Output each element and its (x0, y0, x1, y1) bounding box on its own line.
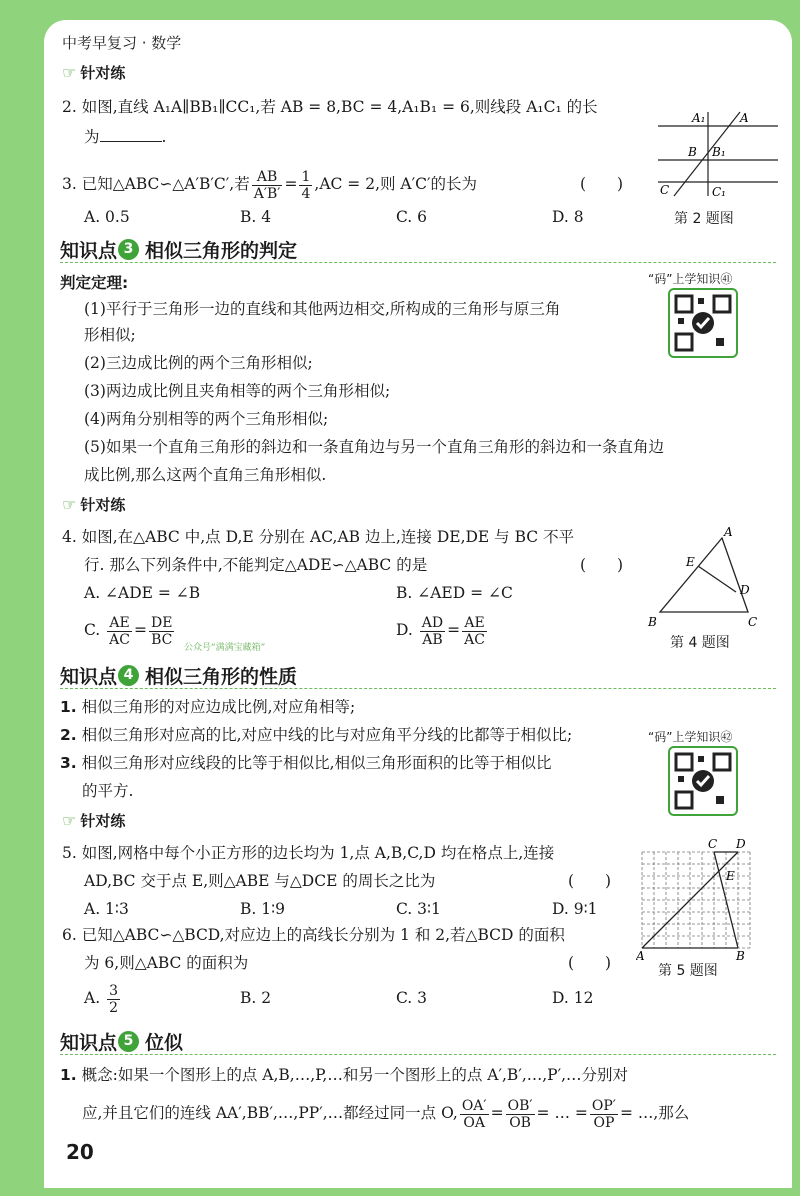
qr-code-icon (670, 748, 736, 814)
concept-line2: 应,并且它们的连线 AA′,BB′,…,PP′,…都经过同一点 O, $\frac{OA'}{OA}$ = $\frac{OB'}{OB}$ = … = $\frac{OP'}{OP}$ = …,那么 (82, 1097, 690, 1131)
theorem-item: (3)两边成比例且夹角相等的两个三角形相似; (84, 382, 391, 400)
question-6-option-d[interactable]: D. 12 (552, 989, 594, 1007)
question-3-option-a[interactable]: A. 0.5 (84, 208, 130, 226)
figure-q2 (652, 104, 782, 204)
label-A1: A₁ (692, 111, 706, 125)
kp-number-badge: 3 (118, 239, 139, 260)
label-C1: C₁ (712, 185, 726, 199)
question-5-option-a[interactable]: A. 1∶3 (84, 900, 129, 918)
property-3-cont: 的平方. (82, 782, 134, 800)
property-2: 2. 相似三角形对应高的比,对应中线的比与对应角平分线的比都等于相似比; (60, 726, 573, 744)
qr-code[interactable] (668, 746, 738, 816)
answer-blank[interactable] (100, 141, 162, 142)
theorem-item: (5)如果一个直角三角形的斜边和一条直角边与另一个直角三角形的斜边和一条直角边 (84, 438, 664, 456)
question-4-option-b[interactable]: B. ∠AED = ∠C (396, 584, 513, 602)
label-B: B (688, 145, 697, 159)
label-C: C (660, 183, 670, 197)
question-3-option-c[interactable]: C. 6 (396, 208, 428, 226)
question-4-line1: 4. 如图,在△ABC 中,点 D,E 分别在 AC,AB 边上,连接 DE,DE 与 BC 不平 (62, 528, 575, 546)
question-4-paren[interactable]: ( ) (580, 556, 624, 574)
divider (60, 262, 776, 263)
question-4-line2: 行. 那么下列条件中,不能判定△ADE∽△ABC 的是 (84, 556, 428, 574)
label-A: A (740, 111, 749, 125)
page-number: 20 (66, 1140, 94, 1164)
question-4-option-a[interactable]: A. ∠ADE = ∠B (84, 584, 201, 602)
question-2-line2: 为 . (84, 128, 167, 146)
qr-code-icon (670, 290, 736, 356)
knowledge-point-3: 知识点 3 相似三角形的判定 (60, 240, 298, 262)
figure-q4-caption: 第 4 题图 (670, 635, 730, 651)
hand-point-icon: ☞ (62, 811, 77, 830)
question-3-option-b[interactable]: B. 4 (240, 208, 272, 226)
figure-q2-caption: 第 2 题图 (674, 211, 734, 227)
svg-text:E: E (686, 555, 695, 569)
qr-code[interactable] (668, 288, 738, 358)
knowledge-point-4: 知识点 4 相似三角形的性质 (60, 666, 298, 688)
question-3: 3. 已知△ABC∽△A′B′C′,若 $\frac{AB}{A'B'}$ = $\frac{1}{4}$ ,AC = 2,则 A′C′的长为 (62, 168, 478, 202)
svg-text:C: C (708, 838, 718, 851)
knowledge-point-5: 知识点 5 位似 (60, 1032, 184, 1054)
question-5-option-b[interactable]: B. 1∶9 (240, 900, 286, 918)
practice-tag-label: 针对练 (80, 496, 126, 514)
practice-tag-label: 针对练 (80, 64, 126, 82)
label-B1: B₁ (712, 145, 726, 159)
practice-tag (62, 494, 125, 515)
qr-label: “码”上学知识㊷ (648, 730, 733, 744)
svg-text:B: B (648, 615, 657, 629)
question-6-paren[interactable]: ( ) (568, 954, 612, 972)
question-5-line2: AD,BC 交于点 E,则△ABE 与△DCE 的周长之比为 (84, 872, 436, 890)
property-3: 3. 相似三角形对应线段的比等于相似比,相似三角形面积的比等于相似比 (60, 754, 552, 772)
practice-tag (62, 810, 125, 831)
question-6-option-a[interactable]: A. $\frac{3}{2}$ (84, 982, 118, 1016)
question-6-option-b[interactable]: B. 2 (240, 989, 272, 1007)
qr-label: “码”上学知识㊶ (648, 272, 733, 286)
svg-text:C: C (748, 615, 758, 629)
svg-text:B: B (736, 949, 745, 960)
question-5-option-d[interactable]: D. 9∶1 (552, 900, 598, 918)
svg-text:D: D (736, 838, 746, 851)
fraction-quarter: $\frac{1}{4}$ (301, 168, 311, 202)
svg-text:E: E (726, 869, 735, 883)
figure-q5 (636, 838, 754, 960)
segment-de (698, 566, 736, 592)
question-2-line1: 2. 如图,直线 A₁A∥BB₁∥CC₁,若 AB = 8,BC = 4,A₁B₁ = 6,则线段 A₁C₁ 的长 (62, 98, 598, 116)
question-4-option-c[interactable]: C. $\frac{AE}{AC}$ = $\frac{DE}{BC}$ (84, 614, 173, 648)
question-3-option-d[interactable]: D. 8 (552, 208, 584, 226)
question-4-option-d[interactable]: D. $\frac{AD}{AB}$ = $\frac{AE}{AC}$ (396, 614, 485, 648)
theorem-title: 判定定理: (60, 274, 129, 292)
theorem-item: 形相似; (84, 326, 136, 344)
theorem-item: (1)平行于三角形一边的直线和其他两边相交,所构成的三角形与原三角 (84, 300, 561, 318)
page-header: 中考早复习 · 数学 (62, 34, 182, 52)
theorem-item: (4)两角分别相等的两个三角形相似; (84, 410, 329, 428)
hand-point-icon: ☞ (62, 63, 77, 82)
page (44, 20, 792, 1188)
figure-q5-caption: 第 5 题图 (658, 963, 718, 979)
svg-text:D: D (740, 583, 750, 597)
watermark: 公众号“满满宝藏箱” (184, 643, 266, 653)
kp-number-badge: 4 (118, 665, 139, 686)
concept-line1: 1. 概念:如果一个图形上的点 A,B,…,P,…和另一个图形上的点 A′,B′,…,P′,…分别对 (60, 1066, 629, 1084)
figure-q4 (644, 526, 764, 630)
question-6-option-c[interactable]: C. 3 (396, 989, 428, 1007)
theorem-item: (2)三边成比例的两个三角形相似; (84, 354, 313, 372)
svg-text:A: A (724, 526, 733, 539)
theorem-item: 成比例,那么这两个直角三角形相似. (84, 466, 327, 484)
question-5-line1: 5. 如图,网格中每个小正方形的边长均为 1,点 A,B,C,D 均在格点上,连接 (62, 844, 555, 862)
question-3-paren[interactable]: ( ) (580, 175, 624, 193)
divider (60, 1054, 776, 1055)
fraction-ab: $\frac{AB}{A'B'}$ (253, 168, 281, 202)
divider (60, 688, 776, 689)
hand-point-icon: ☞ (62, 495, 77, 514)
question-6-line1: 6. 已知△ABC∽△BCD,对应边上的高线长分别为 1 和 2,若△BCD 的面积 (62, 926, 565, 944)
question-5-option-c[interactable]: C. 3∶1 (396, 900, 441, 918)
question-5-paren[interactable]: ( ) (568, 872, 612, 890)
question-6-line2: 为 6,则△ABC 的面积为 (84, 954, 249, 972)
transversal-2 (674, 112, 740, 196)
property-1: 1. 相似三角形的对应边成比例,对应角相等; (60, 698, 356, 716)
kp-number-badge: 5 (118, 1031, 139, 1052)
practice-tag (62, 62, 125, 83)
svg-text:A: A (636, 949, 645, 960)
triangle-abc (660, 538, 748, 612)
practice-tag-label: 针对练 (80, 812, 126, 830)
